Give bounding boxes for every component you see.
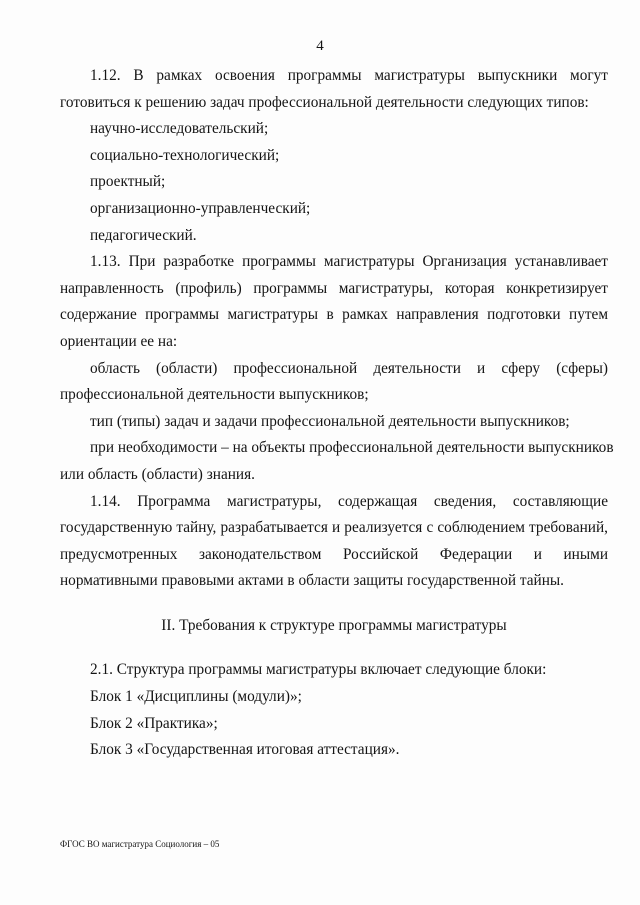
spacer xyxy=(60,639,608,657)
section-2-content xyxy=(60,657,608,763)
activity-types-list xyxy=(60,116,608,249)
text-line: готовиться к решению задач профессиональной деятельности следующих типов: xyxy=(60,93,589,111)
text-line: при необходимости – на объекты профессиональной деятельности выпускников xyxy=(90,439,614,457)
text-line: нормативными правовыми актами в области защиты государственной тайны. xyxy=(60,572,564,590)
list-item: организационно-управленческий; xyxy=(90,199,311,217)
text-line: ориентации ее на: xyxy=(60,332,178,350)
text-line: 1.14. Программа магистратуры, содержащая сведения, составляющие xyxy=(90,492,608,510)
text-line: предусмотренных законодательством Российской Федерации и иными xyxy=(60,545,608,563)
list-item: научно-исследовательский; xyxy=(90,120,269,138)
text-line: область (области) профессиональной деятельности и сферу (сферы) xyxy=(90,359,608,377)
text-line: профессиональной деятельности выпускников; xyxy=(60,386,369,404)
text-line: государственную тайну, разрабатывается и реализуется с соблюдением требований, xyxy=(60,519,608,537)
text-line: тип (типы) задач и задачи профессиональной деятельности выпускников; xyxy=(90,412,570,430)
list-item: проектный; xyxy=(90,173,166,191)
paragraph-1-14 xyxy=(60,489,608,595)
paragraph-objects xyxy=(60,435,614,488)
paragraph-area xyxy=(60,356,608,409)
paragraph-1-13 xyxy=(60,249,608,355)
text-line: содержание программы магистратуры в рамках направления подготовки путем xyxy=(60,306,608,324)
list-item: Блок 1 «Дисциплины (модули)»; xyxy=(90,688,302,706)
document-body xyxy=(60,63,614,764)
page-number: 4 xyxy=(316,38,324,54)
text-line: направленность (профиль) программы магистратуры, которая конкретизирует xyxy=(60,279,608,297)
text-line: 2.1. Структура программы магистратуры включает следующие блоки: xyxy=(90,661,547,679)
text-line: 1.13. При разработке программы магистратуры Организация устанавливает xyxy=(90,253,608,271)
text-line: или область (области) знания. xyxy=(60,465,255,483)
list-item: педагогический. xyxy=(90,226,197,244)
paragraph-1-12 xyxy=(60,63,608,116)
footer-label: ФГОС ВО магистратура Социология – 05 xyxy=(60,839,220,849)
section-title: II. Требования к структуре программы магистратуры xyxy=(161,616,507,634)
spacer xyxy=(60,595,608,613)
list-item: Блок 2 «Практика»; xyxy=(90,714,218,732)
list-item: социально-технологический; xyxy=(90,146,280,164)
paragraph-tasks xyxy=(60,409,608,436)
text-line: 1.12. В рамках освоения программы магистратуры выпускники могут xyxy=(90,67,608,84)
list-item: Блок 3 «Государственная итоговая аттестация». xyxy=(90,741,400,759)
